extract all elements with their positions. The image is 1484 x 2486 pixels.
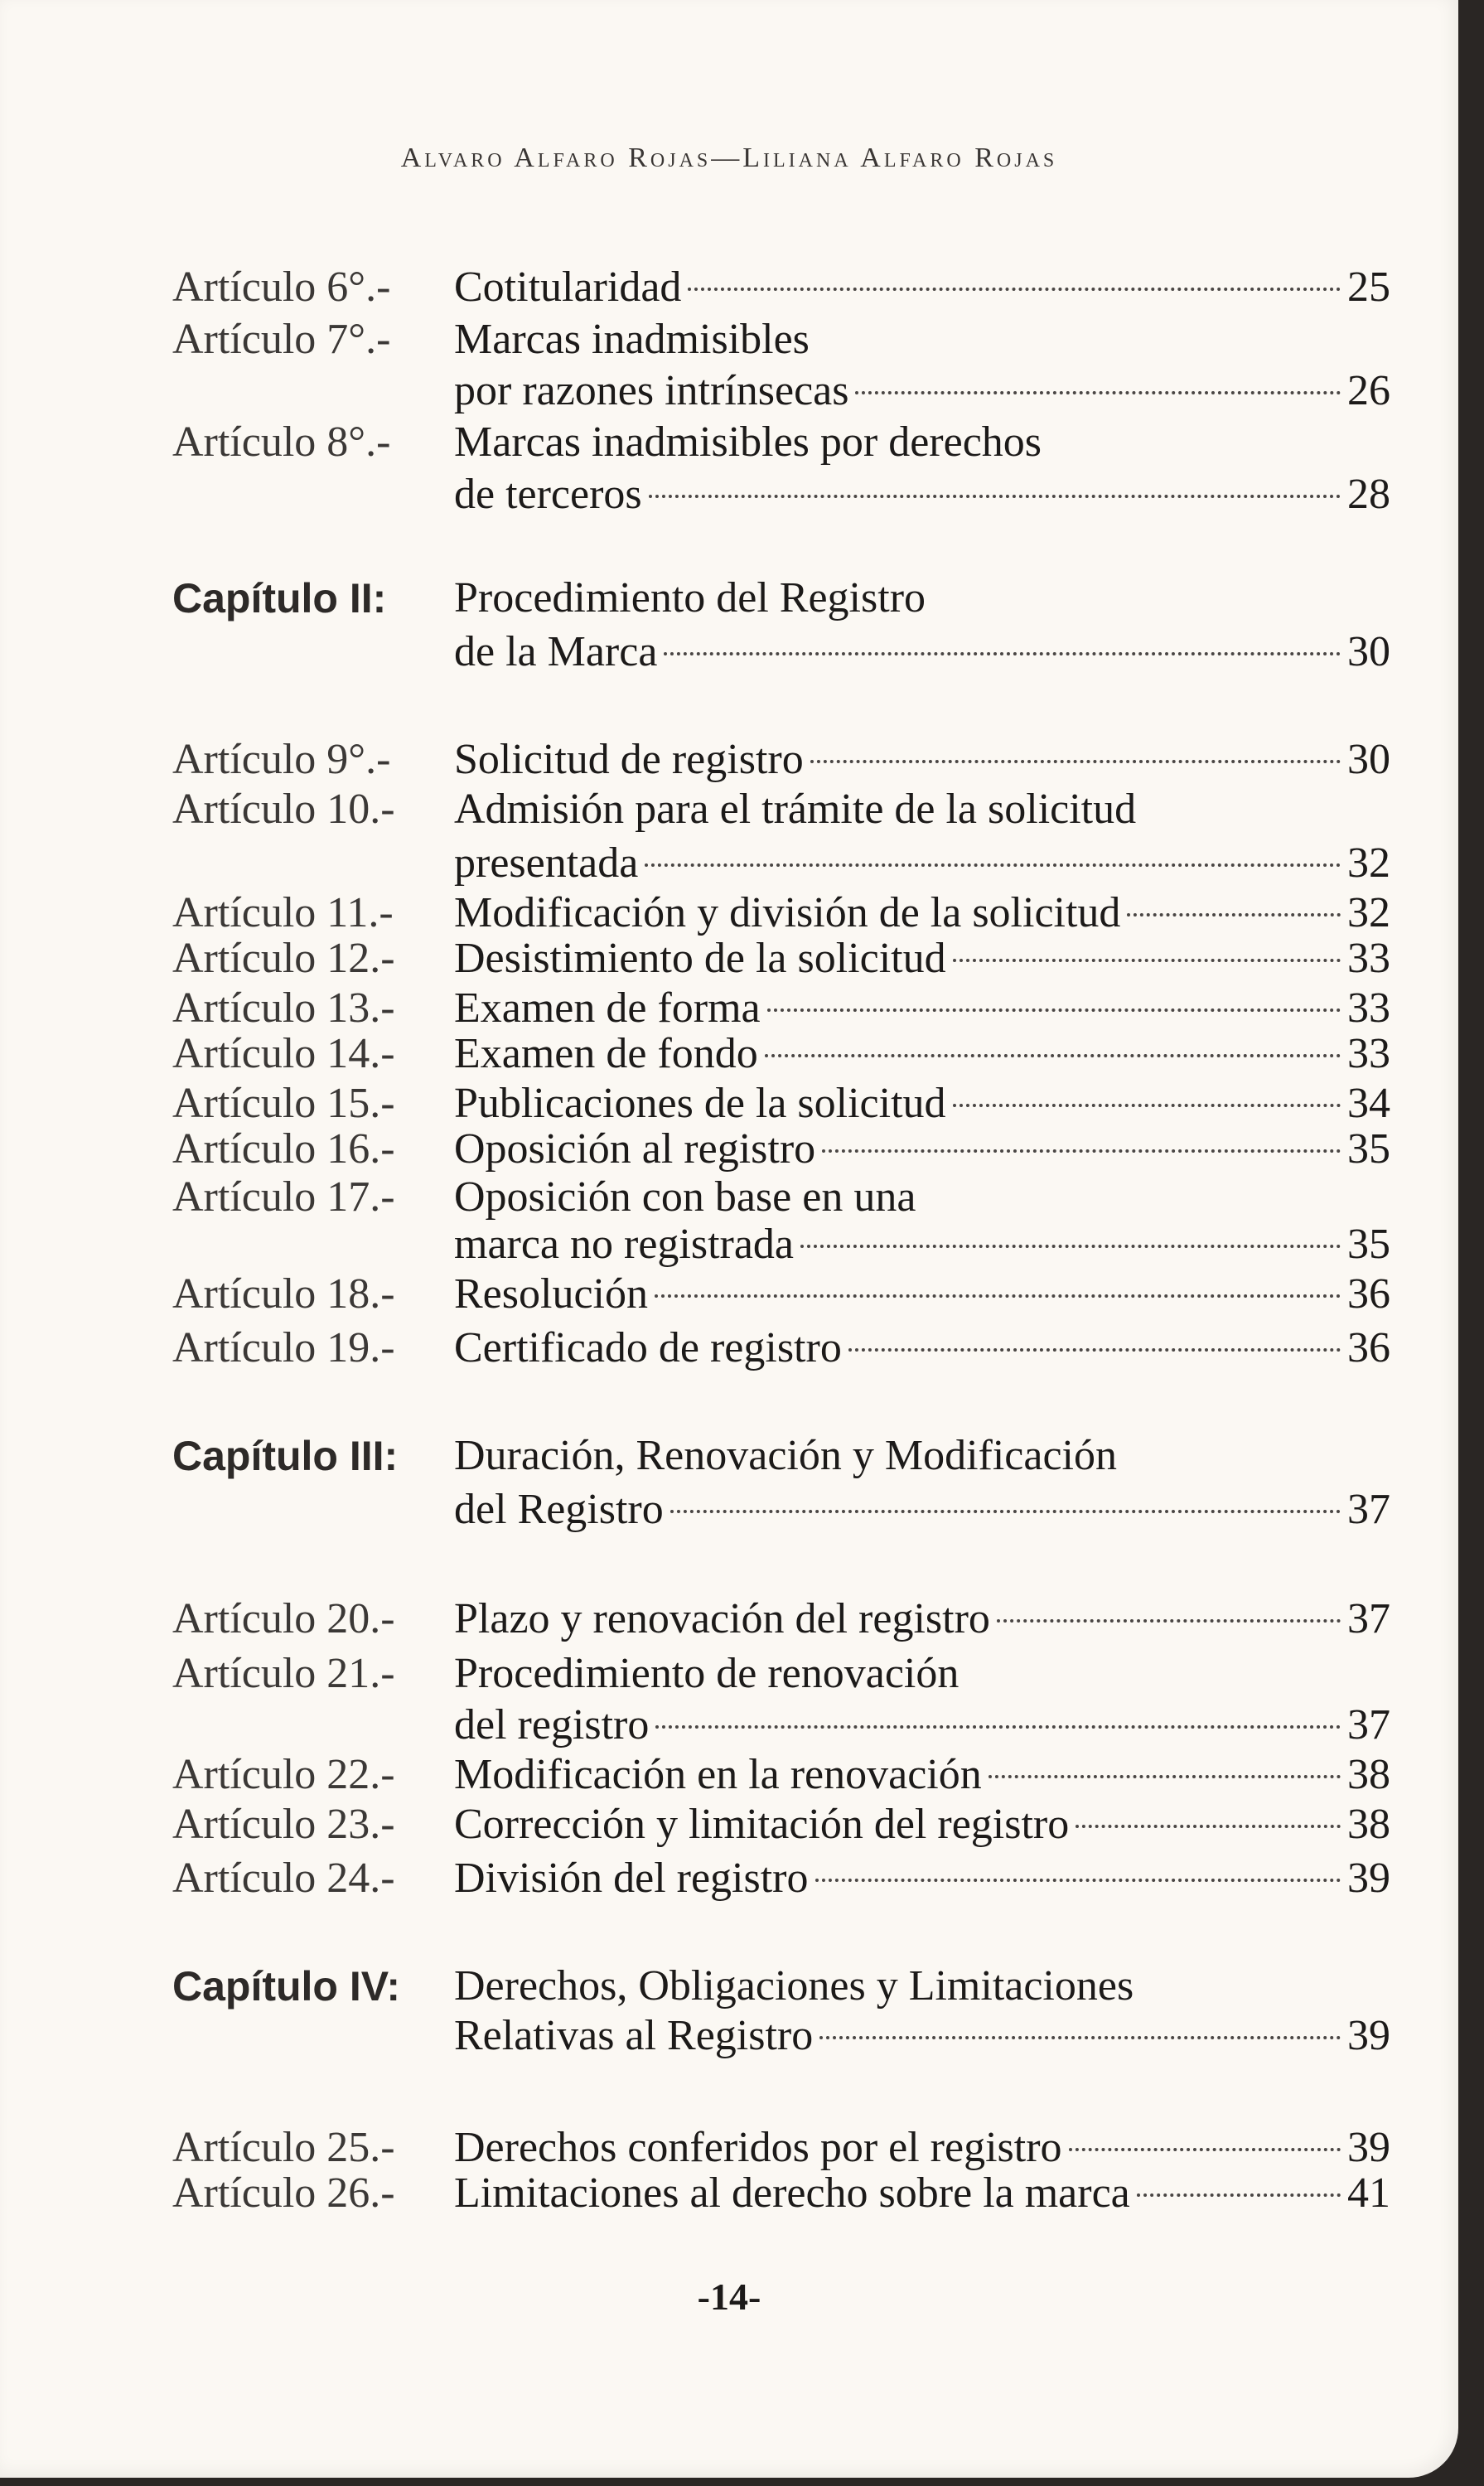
toc-entry	[454, 733, 1390, 786]
article-label: Artículo 15.-	[172, 1080, 395, 1127]
entry-title: Solicitud de registro	[454, 736, 804, 783]
toc-entry	[454, 1960, 1390, 2013]
article-label: Artículo 8°.-	[172, 418, 391, 466]
toc-line	[172, 468, 1390, 521]
entry-title: Marcas inadmisibles	[454, 316, 810, 363]
toc-entry	[454, 626, 1390, 679]
toc-entry	[454, 1483, 1390, 1536]
entry-page-number: 36	[1347, 1270, 1390, 1318]
toc-entry	[454, 1748, 1390, 1802]
entry-title: de la Marca	[454, 628, 658, 675]
entry-page-number: 30	[1347, 628, 1390, 675]
toc-line	[172, 1798, 1390, 1851]
toc-entry	[454, 932, 1390, 985]
running-head: Alvaro Alfaro Rojas—Liliana Alfaro Rojas	[400, 143, 1058, 173]
toc-entry	[454, 1123, 1390, 1176]
toc-line	[172, 1647, 1390, 1700]
toc-line	[172, 932, 1390, 985]
toc-entry	[454, 2167, 1390, 2220]
entry-title: Marcas inadmisibles por derechos	[454, 418, 1042, 466]
dot-leader	[649, 495, 1341, 498]
entry-page-number: 37	[1347, 1486, 1390, 1533]
toc-entry	[454, 572, 1390, 625]
article-label: Artículo 7°.-	[172, 316, 391, 363]
toc-line	[172, 1429, 1390, 1482]
dot-leader	[815, 1879, 1341, 1882]
entry-title: Limitaciones al derecho sobre la marca	[454, 2169, 1130, 2217]
entry-title: Derechos conferidos por el registro	[454, 2124, 1062, 2171]
entry-title: Admisión para el trámite de la solicitud	[454, 786, 1137, 833]
dot-leader	[953, 1104, 1341, 1107]
dot-leader	[848, 1348, 1341, 1352]
article-label: Artículo 20.-	[172, 1595, 395, 1642]
toc-line	[172, 1123, 1390, 1176]
toc-entry	[454, 1218, 1390, 1271]
entry-title: por razones intrínsecas	[454, 367, 849, 414]
toc-entry	[454, 416, 1390, 469]
entry-title: Procedimiento del Registro	[454, 574, 926, 622]
entry-title: Duración, Renovación y Modificación	[454, 1432, 1117, 1479]
toc-line	[172, 1218, 1390, 1271]
toc-line	[172, 1699, 1390, 1752]
dot-leader	[810, 760, 1341, 763]
dot-leader	[997, 1619, 1341, 1623]
entry-page-number: 37	[1347, 1595, 1390, 1642]
entry-page-number: 28	[1347, 471, 1390, 518]
chapter-label: Capítulo IV:	[172, 1963, 400, 2010]
dot-leader	[1076, 1825, 1341, 1828]
entry-page-number: 33	[1347, 984, 1390, 1032]
entry-page-number: 35	[1347, 1125, 1390, 1173]
entry-title: Publicaciones de la solicitud	[454, 1080, 946, 1127]
toc-line	[172, 783, 1390, 836]
toc-entry	[454, 2010, 1390, 2063]
toc-line	[172, 365, 1390, 418]
chapter-label: Capítulo II:	[172, 575, 387, 622]
entry-page-number: 38	[1347, 1801, 1390, 1848]
toc-line	[172, 416, 1390, 469]
toc-line	[172, 1483, 1390, 1536]
entry-title: del Registro	[454, 1486, 664, 1533]
dot-leader	[819, 2036, 1341, 2039]
entry-page-number: 32	[1347, 839, 1390, 887]
chapter-label: Capítulo III:	[172, 1433, 399, 1479]
entry-title: Plazo y renovación del registro	[454, 1595, 990, 1642]
article-label: Artículo 12.-	[172, 935, 395, 982]
toc-entry	[454, 1699, 1390, 1752]
article-label: Artículo 22.-	[172, 1751, 395, 1798]
entry-title: Oposición al registro	[454, 1125, 816, 1173]
toc-entry	[454, 1647, 1390, 1700]
toc-entry	[454, 1593, 1390, 1646]
entry-title: Corrección y limitación del registro	[454, 1801, 1070, 1848]
article-label: Artículo 13.-	[172, 984, 395, 1032]
article-label: Artículo 17.-	[172, 1173, 395, 1221]
article-label: Artículo 23.-	[172, 1801, 395, 1848]
toc-entry	[454, 1429, 1390, 1482]
entry-page-number: 38	[1347, 1751, 1390, 1798]
dot-leader	[645, 863, 1341, 867]
dot-leader	[655, 1725, 1341, 1729]
article-label: Artículo 9°.-	[172, 736, 391, 783]
entry-page-number: 36	[1347, 1324, 1390, 1371]
toc-line	[172, 1593, 1390, 1646]
entry-page-number: 39	[1347, 2012, 1390, 2059]
dot-leader	[822, 1149, 1341, 1153]
toc-entry	[454, 1268, 1390, 1321]
dot-leader	[767, 1008, 1341, 1012]
toc-entry	[454, 837, 1390, 890]
entry-title: presentada	[454, 839, 639, 887]
toc-entry	[454, 261, 1390, 314]
toc-entry	[454, 1171, 1390, 1224]
dot-leader	[664, 652, 1341, 655]
entry-title: Certificado de registro	[454, 1324, 842, 1371]
page-number: -14-	[697, 2276, 761, 2318]
toc-entry	[454, 365, 1390, 418]
toc-line	[172, 2167, 1390, 2220]
entry-page-number: 33	[1347, 1030, 1390, 1077]
toc-entry	[454, 1852, 1390, 1905]
toc-line	[172, 572, 1390, 625]
dot-leader	[855, 391, 1341, 394]
entry-title: Examen de fondo	[454, 1030, 758, 1077]
toc-line	[172, 1028, 1390, 1081]
article-label: Artículo 16.-	[172, 1125, 395, 1173]
entry-page-number: 34	[1347, 1080, 1390, 1127]
entry-page-number: 39	[1347, 2124, 1390, 2171]
dot-leader	[800, 1245, 1341, 1248]
toc-line	[172, 1322, 1390, 1375]
article-label: Artículo 24.-	[172, 1855, 395, 1902]
entry-page-number: 35	[1347, 1221, 1390, 1268]
toc-line	[172, 837, 1390, 890]
article-label: Artículo 26.-	[172, 2169, 395, 2217]
entry-page-number: 30	[1347, 736, 1390, 783]
entry-title: Cotitularidad	[454, 264, 682, 311]
dot-leader	[655, 1294, 1341, 1298]
entry-page-number: 41	[1347, 2169, 1390, 2217]
entry-title: marca no registrada	[454, 1221, 795, 1268]
entry-title: Derechos, Obligaciones y Limitaciones	[454, 1962, 1134, 2010]
entry-title: Relativas al Registro	[454, 2012, 814, 2059]
article-label: Artículo 10.-	[172, 786, 395, 833]
entry-title: División del registro	[454, 1855, 809, 1902]
toc-line	[172, 1748, 1390, 1802]
article-label: Artículo 18.-	[172, 1270, 395, 1318]
dot-leader	[688, 288, 1341, 291]
toc-entry	[454, 1798, 1390, 1851]
entry-page-number: 26	[1347, 367, 1390, 414]
toc-entry	[454, 313, 1390, 366]
toc-line	[172, 2010, 1390, 2063]
toc-line	[172, 261, 1390, 314]
entry-title: Modificación en la renovación	[454, 1751, 982, 1798]
article-label: Artículo 6°.-	[172, 264, 391, 311]
entry-title: Oposición con base en una	[454, 1173, 916, 1221]
entry-page-number: 25	[1347, 264, 1390, 311]
entry-title: del registro	[454, 1701, 650, 1748]
article-label: Artículo 21.-	[172, 1650, 395, 1697]
article-label: Artículo 19.-	[172, 1324, 395, 1371]
toc-line	[172, 1171, 1390, 1224]
toc-entry	[454, 783, 1390, 836]
toc-entry	[454, 1028, 1390, 1081]
entry-page-number: 39	[1347, 1855, 1390, 1902]
dot-leader	[953, 959, 1341, 962]
toc-line	[172, 1268, 1390, 1321]
toc-entry	[454, 468, 1390, 521]
entry-title: Modificación y división de la solicitud	[454, 889, 1121, 936]
dot-leader	[1137, 2193, 1341, 2197]
article-label: Artículo 14.-	[172, 1030, 395, 1077]
dot-leader	[765, 1054, 1341, 1057]
dot-leader	[1127, 913, 1341, 917]
dot-leader	[989, 1775, 1341, 1778]
entry-title: de terceros	[454, 471, 642, 518]
dot-leader	[670, 1510, 1341, 1513]
entry-page-number: 32	[1347, 889, 1390, 936]
entry-page-number: 37	[1347, 1701, 1390, 1748]
entry-title: Examen de forma	[454, 984, 761, 1032]
entry-title: Procedimiento de renovación	[454, 1650, 960, 1697]
entry-title: Resolución	[454, 1270, 648, 1318]
toc-line	[172, 1852, 1390, 1905]
article-label: Artículo 11.-	[172, 889, 394, 936]
toc-line	[172, 733, 1390, 786]
toc-line	[172, 626, 1390, 679]
toc-line	[172, 313, 1390, 366]
article-label: Artículo 25.-	[172, 2124, 395, 2171]
toc-entry	[454, 1322, 1390, 1375]
entry-page-number: 33	[1347, 935, 1390, 982]
dot-leader	[1069, 2148, 1341, 2151]
entry-title: Desistimiento de la solicitud	[454, 935, 946, 982]
toc-line	[172, 1960, 1390, 2013]
